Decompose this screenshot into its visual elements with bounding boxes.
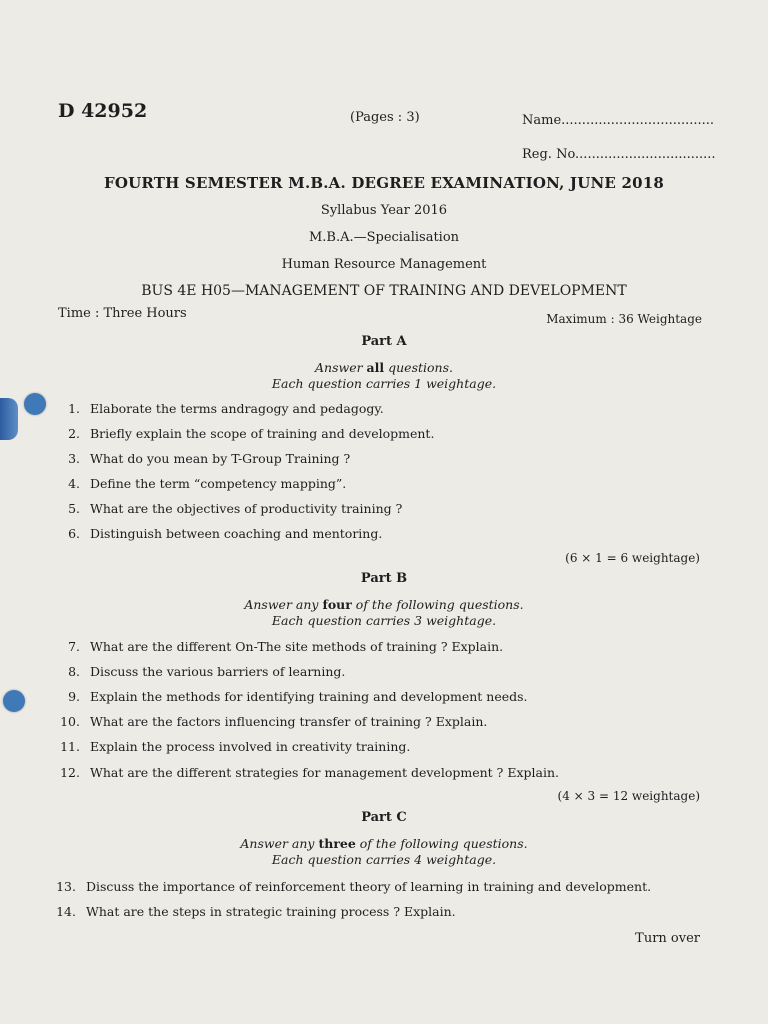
question-item: 1. Elaborate the terms andragogy and pedagogy. bbox=[68, 401, 384, 416]
punch-hole-top bbox=[24, 393, 46, 415]
part-b-instruction-2: Each question carries 3 weightage. bbox=[271, 613, 497, 628]
exam-title: FOURTH SEMESTER M.B.A. DEGREE EXAMINATION, JUNE 2018 bbox=[103, 174, 665, 192]
part-c-instruction: Answer any three of the following questions. bbox=[240, 836, 528, 851]
turn-over-note: Turn over bbox=[635, 931, 700, 946]
question-item: 11. Explain the process involved in creativity training. bbox=[60, 739, 411, 754]
subject: Human Resource Management bbox=[281, 257, 487, 272]
question-item: 9. Explain the methods for identifying training and development needs. bbox=[68, 689, 528, 704]
question-item: 5. What are the objectives of productivity training ? bbox=[68, 501, 403, 516]
part-b-title: Part B bbox=[360, 571, 408, 586]
question-item: 4. Define the term “competency mapping”. bbox=[68, 476, 347, 491]
punch-hole-bottom bbox=[3, 690, 25, 712]
binder-clip bbox=[0, 398, 18, 440]
part-a-instruction-2: Each question carries 1 weightage. bbox=[271, 376, 497, 391]
maximum-weightage: Maximum : 36 Weightage bbox=[546, 312, 702, 326]
part-b-instruction: Answer any four of the following questions. bbox=[244, 597, 524, 612]
question-item: 13. Discuss the importance of reinforcement theory of learning in training and development. bbox=[56, 879, 652, 894]
question-item: 14. What are the steps in strategic training process ? Explain. bbox=[56, 904, 456, 919]
part-c-instruction-2: Each question carries 4 weightage. bbox=[271, 852, 497, 867]
question-item: 8. Discuss the various barriers of learning. bbox=[68, 664, 346, 679]
name-field: Name..................................... bbox=[522, 113, 715, 128]
syllabus-year: Syllabus Year 2016 bbox=[320, 203, 448, 218]
part-a-instruction: Answer all questions. bbox=[315, 360, 453, 375]
part-a-title: Part A bbox=[361, 334, 407, 349]
pages-count: (Pages : 3) bbox=[350, 110, 420, 125]
specialisation: M.B.A.—Specialisation bbox=[308, 230, 460, 245]
question-item: 3. What do you mean by T-Group Training ? bbox=[68, 451, 351, 466]
question-item: 10. What are the factors influencing transfer of training ? Explain. bbox=[60, 714, 488, 729]
paper-code: D 42952 bbox=[58, 100, 148, 122]
course-title: BUS 4E H05—MANAGEMENT OF TRAINING AND DEVELOPMENT bbox=[141, 283, 627, 299]
question-item: 6. Distinguish between coaching and mentoring. bbox=[68, 526, 383, 541]
reg-no-field: Reg. No.................................. bbox=[522, 147, 716, 162]
part-c-title: Part C bbox=[361, 810, 407, 825]
part-b-weightage: (4 × 3 = 12 weightage) bbox=[557, 789, 700, 803]
question-item: 12. What are the different strategies for management development ? Explain. bbox=[60, 765, 559, 780]
question-item: 2. Briefly explain the scope of training and development. bbox=[68, 426, 435, 441]
time-allowed: Time : Three Hours bbox=[58, 306, 187, 321]
part-a-weightage: (6 × 1 = 6 weightage) bbox=[565, 551, 700, 565]
question-item: 7. What are the different On-The site methods of training ? Explain. bbox=[68, 639, 504, 654]
